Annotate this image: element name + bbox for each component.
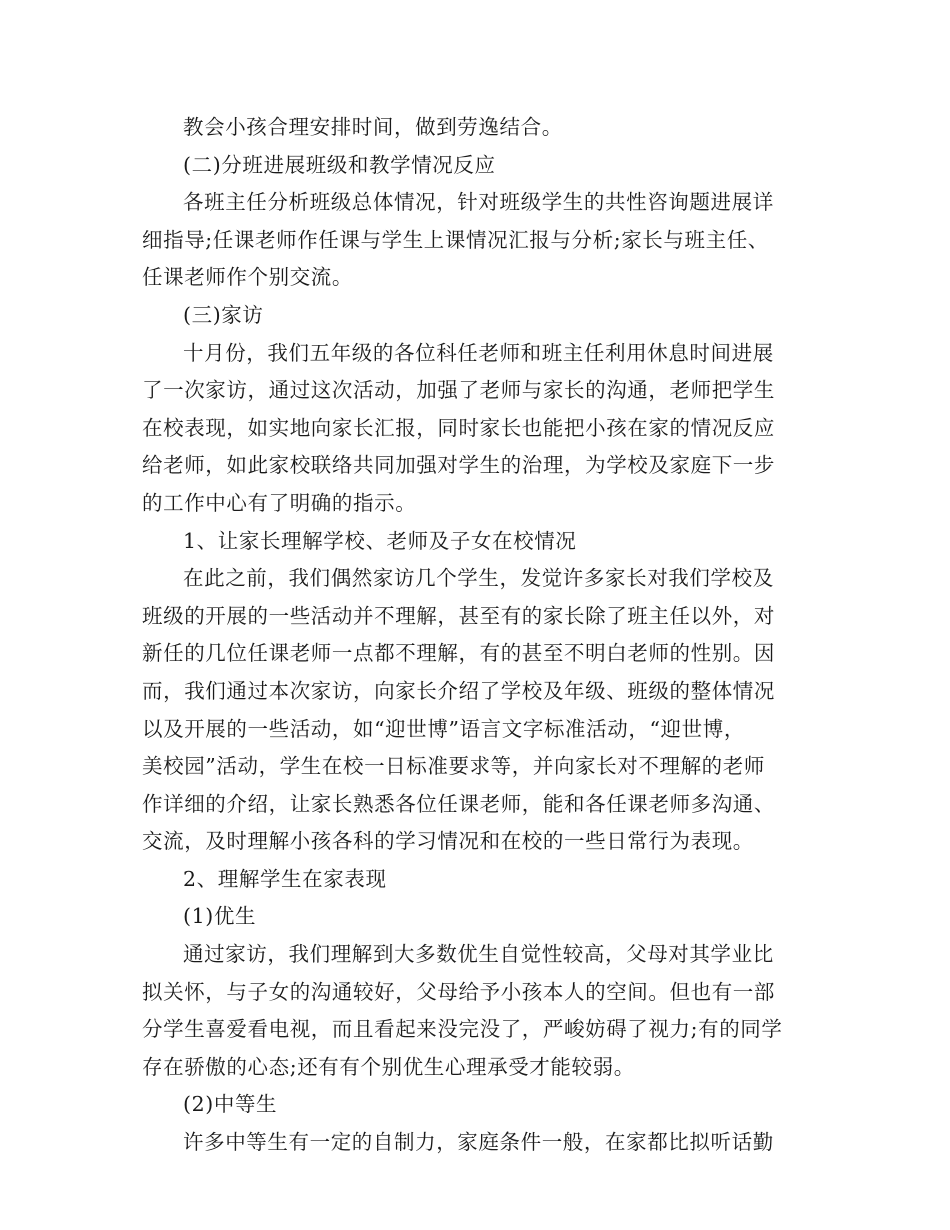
text-line: 许多中等生有一定的自制力，家庭条件一般，在家都比拟听话勤 <box>183 1130 774 1155</box>
text-line: 教会小孩合理安排时间，做到劳逸结合。 <box>183 115 563 139</box>
text-line: 了一次家访，通过这次活动，加强了老师与家长的沟通，老师把学生 <box>142 378 775 403</box>
text-line: 在校表现，如实地向家长汇报，同时家长也能把小孩在家的情况反应 <box>142 415 775 440</box>
document-body <box>142 109 810 1162</box>
text-line: 班级的开展的一些活动并不理解，甚至有的家长除了班主任以外，对 <box>142 603 775 628</box>
text-line: 在此之前，我们偶然家访几个学生，发觉许多家长对我们学校及 <box>183 566 774 591</box>
section-heading: (二)分班进展班级和教学情况反应 <box>183 152 496 177</box>
text-line: 以及开展的一些活动，如“迎世博”语言文字标准活动，“迎世博， <box>142 716 745 741</box>
text-line: 存在骄傲的心态;还有有个别优生心理承受才能较弱。 <box>142 1054 635 1079</box>
text-line: 分学生喜爱看电视，而且看起来没完没了，严峻妨碍了视力;有的同学 <box>142 1017 783 1042</box>
text-line: 新任的几位任课老师一点都不理解，有的甚至不明白老师的性别。因 <box>142 641 775 666</box>
subsection-heading: 2、理解学生在家表现 <box>183 866 387 891</box>
text-line: 美校园”活动，学生在校一日标准要求等，并向家长对不理解的老师 <box>142 754 765 779</box>
text-line: 各班主任分析班级总体情况，针对班级学生的共性咨询题进展详 <box>183 190 774 215</box>
text-line: 的工作中心有了明确的指示。 <box>142 490 417 515</box>
text-line: 通过家访，我们理解到大多数优生自觉性较高，父母对其学业比 <box>183 942 774 967</box>
section-heading: (三)家访 <box>183 302 264 327</box>
text-line: 十月份，我们五年级的各位科任老师和班主任利用休息时间进展 <box>183 340 774 365</box>
text-line: 拟关怀，与子女的沟通较好，父母给予小孩本人的空间。但也有一部 <box>142 979 775 1004</box>
text-line: 任课老师作个别交流。 <box>142 265 353 290</box>
text-line: 细指导;任课老师作任课与学生上课情况汇报与分析;家长与班主任、 <box>142 227 769 252</box>
item-heading: (2)中等生 <box>183 1092 278 1117</box>
text-line: 作详细的介绍，让家长熟悉各位任课老师，能和各任课老师多沟通、 <box>142 791 775 816</box>
item-heading: (1)优生 <box>183 904 257 929</box>
text-line: 交流，及时理解小孩各科的学习情况和在校的一些日常行为表现。 <box>142 829 754 854</box>
text-line: 而，我们通过本次家访，向家长介绍了学校及年级、班级的整体情况 <box>142 678 775 703</box>
subsection-heading: 1、让家长理解学校、老师及子女在校情况 <box>183 528 577 553</box>
text-line: 给老师，如此家校联络共同加强对学生的治理，为学校及家庭下一步 <box>142 453 775 478</box>
